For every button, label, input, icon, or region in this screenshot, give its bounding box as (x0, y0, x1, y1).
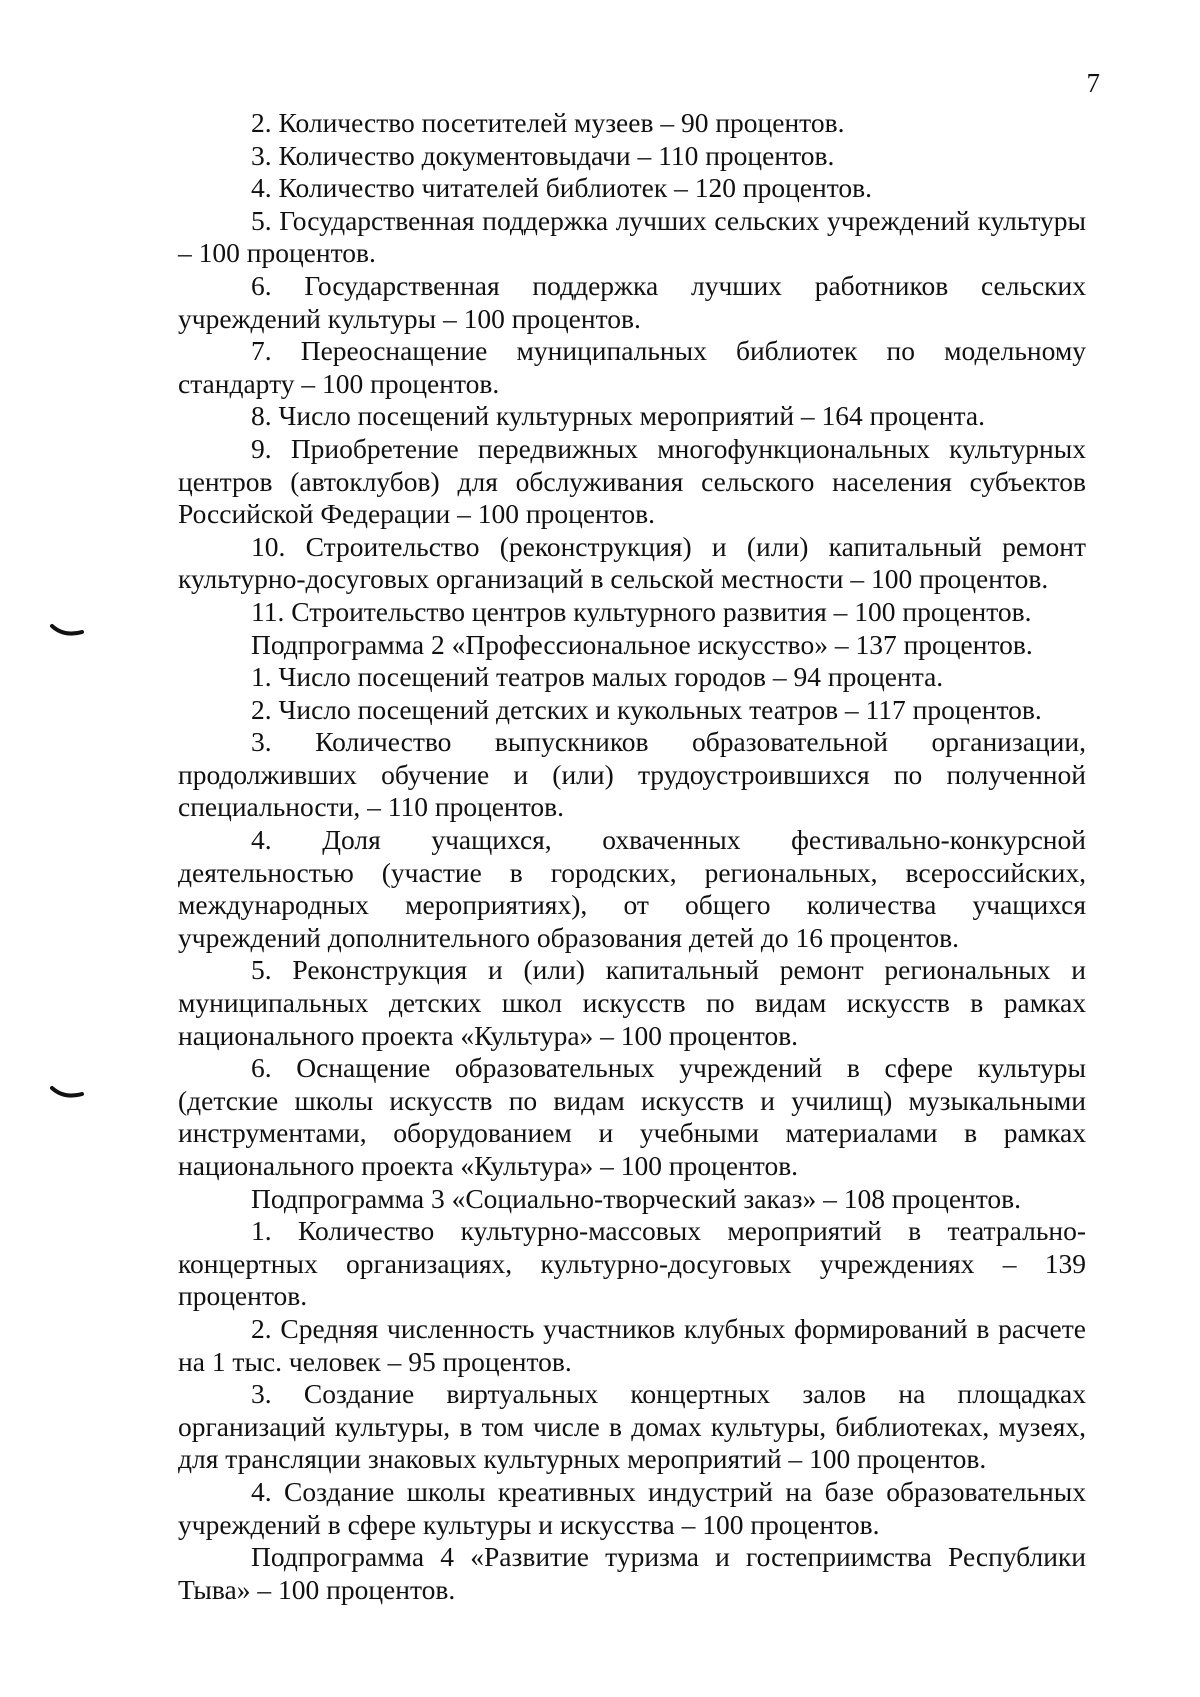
margin-check-mark (50, 1084, 84, 1100)
paragraph: 2. Количество посетителей музеев – 90 процентов. (251, 107, 845, 138)
paragraph: 5. Государственная поддержка лучших сельских учреждений культуры – 100 процентов. (178, 204, 1086, 269)
paragraph: 4. Количество читателей библиотек – 120 процентов. (251, 172, 872, 204)
paragraph: 7. Переоснащение муниципальных библиотек по модельному стандарту – 100 процентов. (178, 335, 1086, 399)
subprogram-heading: Подпрограмма 4 «Развитие туризма и гостеприимства Республики Тыва» – 100 процентов. (178, 1541, 1086, 1605)
paragraph: 2. Число посещений детских и кукольных театров – 117 процентов. (251, 693, 1042, 725)
paragraph: 3. Количество выпускников образовательной организации, продолживших обучение и (или) трудоустроившихся по полученной специальности, – 110 процентов. (178, 726, 1086, 823)
margin-check-mark (50, 622, 84, 638)
paragraph: 3. Создание виртуальных концертных залов на площадках организаций культуры, в том числе в домах культуры, библиотеках, музеях, для трансляции знаковых культурных мероприятий – 100 процентов. (178, 1378, 1086, 1475)
paragraph: 6. Государственная поддержка лучших работников сельских учреждений культуры – 100 процентов. (178, 269, 1086, 334)
paragraph: 1. Число посещений театров малых городов – 94 процента. (251, 661, 944, 693)
subprogram-heading: Подпрограмма 2 «Профессиональное искусство» – 137 процентов. (251, 628, 1033, 660)
page-number: 7 (1086, 68, 1100, 98)
paragraph: 3. Количество документовыдачи – 110 процентов. (251, 139, 835, 171)
paragraph: 11. Строительство центров культурного развития – 100 процентов. (251, 595, 1032, 627)
paragraph: 4. Доля учащихся, охваченных фестивально-конкурсной деятельностью (участие в городских, региональных, всероссийских, международных мероприятиях), от общего количества учащихся учреждений дополнительного образования детей до 16 процентов. (178, 824, 1086, 953)
paragraph: 8. Число посещений культурных мероприятий – 164 процента. (251, 400, 985, 432)
paragraph: 6. Оснащение образовательных учреждений в сфере культуры (детские школы искусств по видам искусств и училищ) музыкальными инструментами, оборудованием и учебными материалами в рамках национального проекта «Культура» – 100 процентов. (178, 1052, 1086, 1181)
subprogram-heading: Подпрограмма 3 «Социально-творческий заказ» – 108 процентов. (251, 1182, 1021, 1214)
paragraph: 1. Количество культурно-массовых мероприятий в театрально-концертных организациях, культурно-досуговых учреждениях – 139 процентов. (178, 1215, 1086, 1312)
paragraph: 4. Создание школы креативных индустрий на базе образовательных учреждений в сфере культуры и искусства – 100 процентов. (178, 1475, 1086, 1540)
paragraph: 5. Реконструкция и (или) капитальный ремонт региональных и муниципальных детских школ искусств по видам искусств в рамках национального проекта «Культура» – 100 процентов. (178, 954, 1086, 1051)
paragraph: 2. Средняя численность участников клубных формирований в расчете на 1 тыс. человек – 95 процентов. (178, 1312, 1086, 1377)
document-body (178, 107, 1086, 1606)
paragraph: 10. Строительство (реконструкция) и (или) капитальный ремонт культурно-досуговых организаций в сельской местности – 100 процентов. (178, 530, 1086, 595)
paragraph: 9. Приобретение передвижных многофункциональных культурных центров (автоклубов) для обслуживания сельского населения субъектов Российской Федерации – 100 процентов. (178, 432, 1086, 530)
